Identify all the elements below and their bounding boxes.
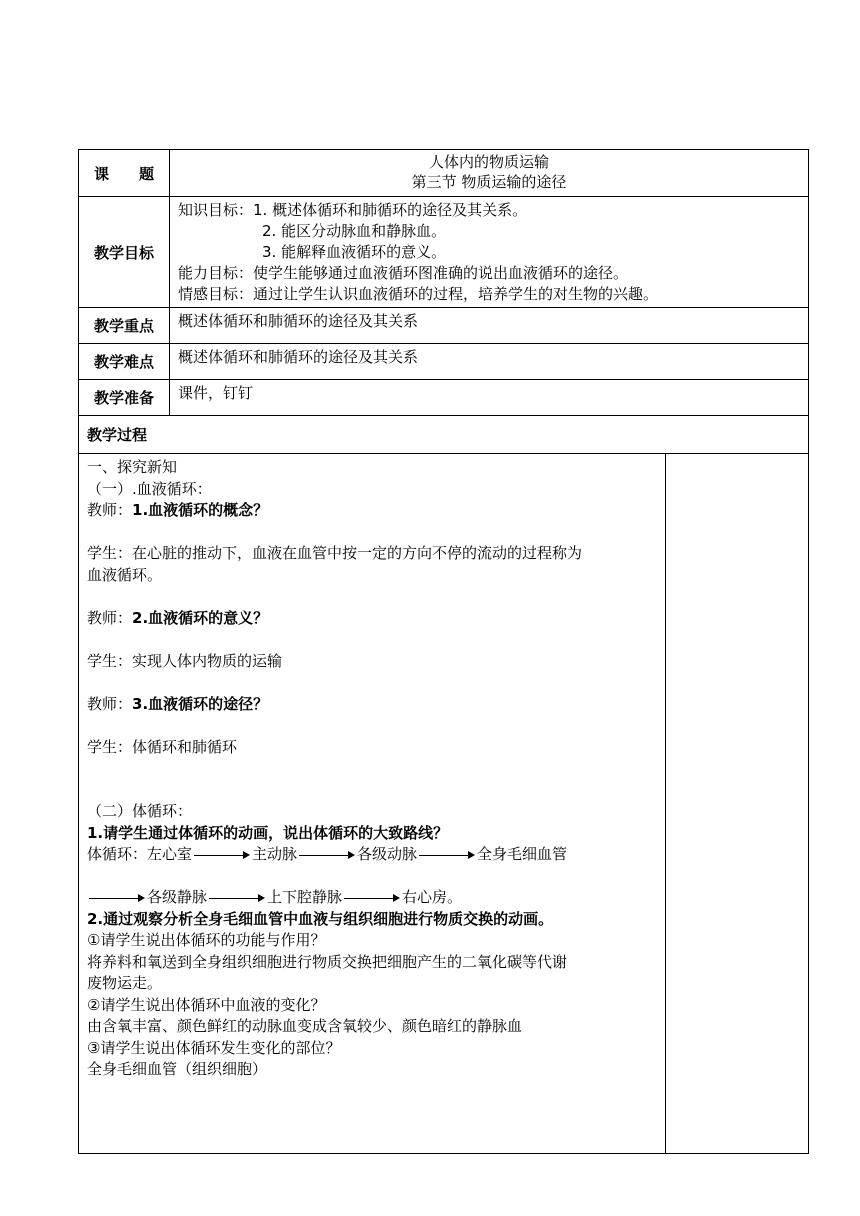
- knowledge-prefix: 知识目标：: [178, 201, 254, 219]
- subsection-1-heading: （一）.血液循环：: [87, 479, 212, 498]
- student-answer-1-line1: 学生：在心脏的推动下，血液在血管中按一定的方向不停的流动的过程称为: [87, 544, 583, 562]
- question-1: 1.请学生通过体循环的动画，说出体循环的大致路线？: [87, 823, 449, 842]
- objectives-label: 教学目标: [79, 197, 170, 308]
- key-points-row: [79, 308, 809, 344]
- circulation-path-line2: 各级静脉 上下腔静脉 右心房。: [87, 887, 661, 909]
- arrow-icon: [194, 850, 250, 860]
- objectives-row: [79, 197, 809, 308]
- difficulties-row: [79, 344, 809, 380]
- topic-title-line2: 第三节 物质运输的途径: [411, 173, 567, 191]
- subsection-2-heading: （二）体循环：: [87, 802, 193, 820]
- answer-2-1-line1: 将养料和氧送到全身组织细胞进行物质交换把细胞产生的二氧化碳等代谢: [87, 952, 568, 971]
- knowledge-objective-3: 3. 能解释血液循环的意义。: [262, 243, 447, 261]
- process-content-row: [79, 454, 809, 1154]
- arrow-icon: [419, 850, 475, 860]
- circulation-path-line1: 体循环：左心室 主动脉 各级动脉 全身毛细血管: [87, 845, 568, 863]
- student-answer-1-line2: 血液循环。: [87, 565, 163, 584]
- process-header: 教学过程: [79, 416, 809, 454]
- teacher-question-3: 教师：3.血液循环的途径？: [87, 694, 269, 713]
- notes-column: [666, 454, 809, 1154]
- topic-title-cell: [170, 150, 809, 197]
- arrow-icon: [344, 893, 400, 903]
- question-2: 2.通过观察分析全身毛细血管中血液与组织细胞进行物质交换的动画。: [87, 909, 554, 928]
- student-answer-3: 学生：体循环和肺循环: [87, 737, 238, 756]
- student-answer-2: 学生：实现人体内物质的运输: [87, 651, 283, 670]
- question-2-1: ①请学生说出体循环的功能与作用？: [87, 931, 326, 949]
- arrow-icon: [299, 850, 355, 860]
- key-points-label: 教学重点: [79, 308, 170, 344]
- preparation-label: 教学准备: [79, 380, 170, 416]
- arrow-icon: [89, 893, 145, 903]
- topic-row: [79, 150, 809, 197]
- ability-objective: 能力目标：使学生能够通过血液循环图准确的说出血液循环的途径。: [178, 264, 629, 282]
- knowledge-objective-2: 2. 能区分动脉血和静脉血。: [262, 222, 447, 240]
- objectives-cell: [170, 197, 809, 308]
- arrow-icon: [209, 893, 265, 903]
- topic-title-line1: 人体内的物质运输: [428, 153, 549, 171]
- topic-label: 课 题: [79, 150, 170, 197]
- preparation-row: [79, 380, 809, 416]
- knowledge-objective-1: 知识目标：1. 概述体循环和肺循环的途径及其关系。: [178, 201, 528, 219]
- answer-2-3: 全身毛细血管（组织细胞）: [87, 1060, 268, 1078]
- process-header-row: [79, 416, 809, 454]
- teacher-question-1: 教师：1.血液循环的概念？: [87, 501, 269, 519]
- key-points-value: 概述体循环和肺循环的途径及其关系: [170, 308, 809, 344]
- question-2-2: ②请学生说出体循环中血液的变化？: [87, 995, 326, 1014]
- difficulties-value: 概述体循环和肺循环的途径及其关系: [170, 344, 809, 380]
- emotion-objective: 情感目标：通过让学生认识血液循环的过程，培养学生的对生物的兴趣。: [178, 285, 659, 303]
- answer-2-1-line2: 废物运走。: [87, 974, 163, 992]
- section-1-heading: 一、探究新知: [87, 458, 178, 476]
- question-2-3: ③请学生说出体循环发生变化的部位？: [87, 1038, 341, 1057]
- difficulties-label: 教学难点: [79, 344, 170, 380]
- preparation-value: 课件，钉钉: [170, 380, 809, 416]
- teacher-question-2: 教师：2.血液循环的意义？: [87, 608, 269, 627]
- answer-2-2: 由含氧丰富、颜色鲜红的动脉血变成含氧较少、颜色暗红的静脉血: [87, 1017, 523, 1035]
- lesson-plan-table: [78, 149, 809, 1154]
- process-content: [79, 454, 666, 1154]
